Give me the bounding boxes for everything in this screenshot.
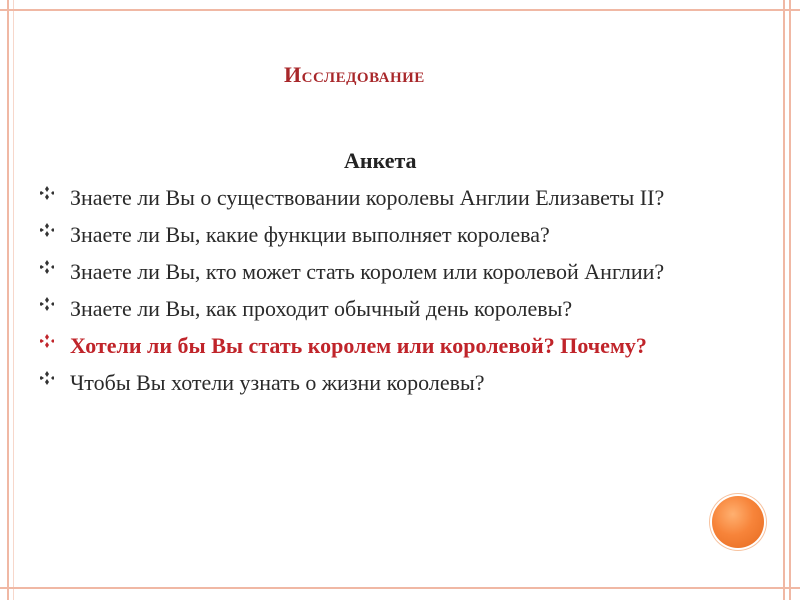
list-item [40, 183, 720, 212]
list-item-text: Знаете ли Вы, кто может стать королем или королевой Англии? [70, 259, 665, 284]
list-item-text: Хотели ли бы Вы стать королем или королевой? Почему? [70, 333, 647, 358]
list-item-highlighted [40, 331, 720, 360]
list-item [40, 294, 720, 323]
list-item-text: Знаете ли Вы о существовании королевы Англии Елизаветы II? [70, 185, 665, 210]
frame-line-top [0, 9, 800, 11]
orange-circle-icon [712, 496, 764, 548]
frame-line-left [7, 0, 9, 600]
diamond-cluster-icon [40, 297, 54, 311]
frame-line-right-outer [789, 0, 791, 600]
diamond-cluster-icon [40, 371, 54, 385]
list-item [40, 220, 720, 249]
frame-line-left-inner [13, 0, 14, 600]
question-list [40, 183, 720, 405]
list-item-text: Знаете ли Вы, какие функции выполняет королева? [70, 222, 550, 247]
diamond-cluster-icon [40, 223, 54, 237]
frame-line-right [783, 0, 785, 600]
slide-title: Исследование [284, 62, 425, 87]
list-item-text: Знаете ли Вы, как проходит обычный день королевы? [70, 296, 573, 321]
diamond-cluster-icon [40, 260, 54, 274]
diamond-cluster-icon [40, 334, 54, 348]
list-item-text: Чтобы Вы хотели узнать о жизни королевы? [70, 370, 485, 395]
slide-subheading: Анкета [344, 148, 417, 173]
diamond-cluster-icon [40, 186, 54, 200]
frame-line-bottom [0, 587, 800, 589]
list-item [40, 368, 720, 397]
list-item [40, 257, 720, 286]
